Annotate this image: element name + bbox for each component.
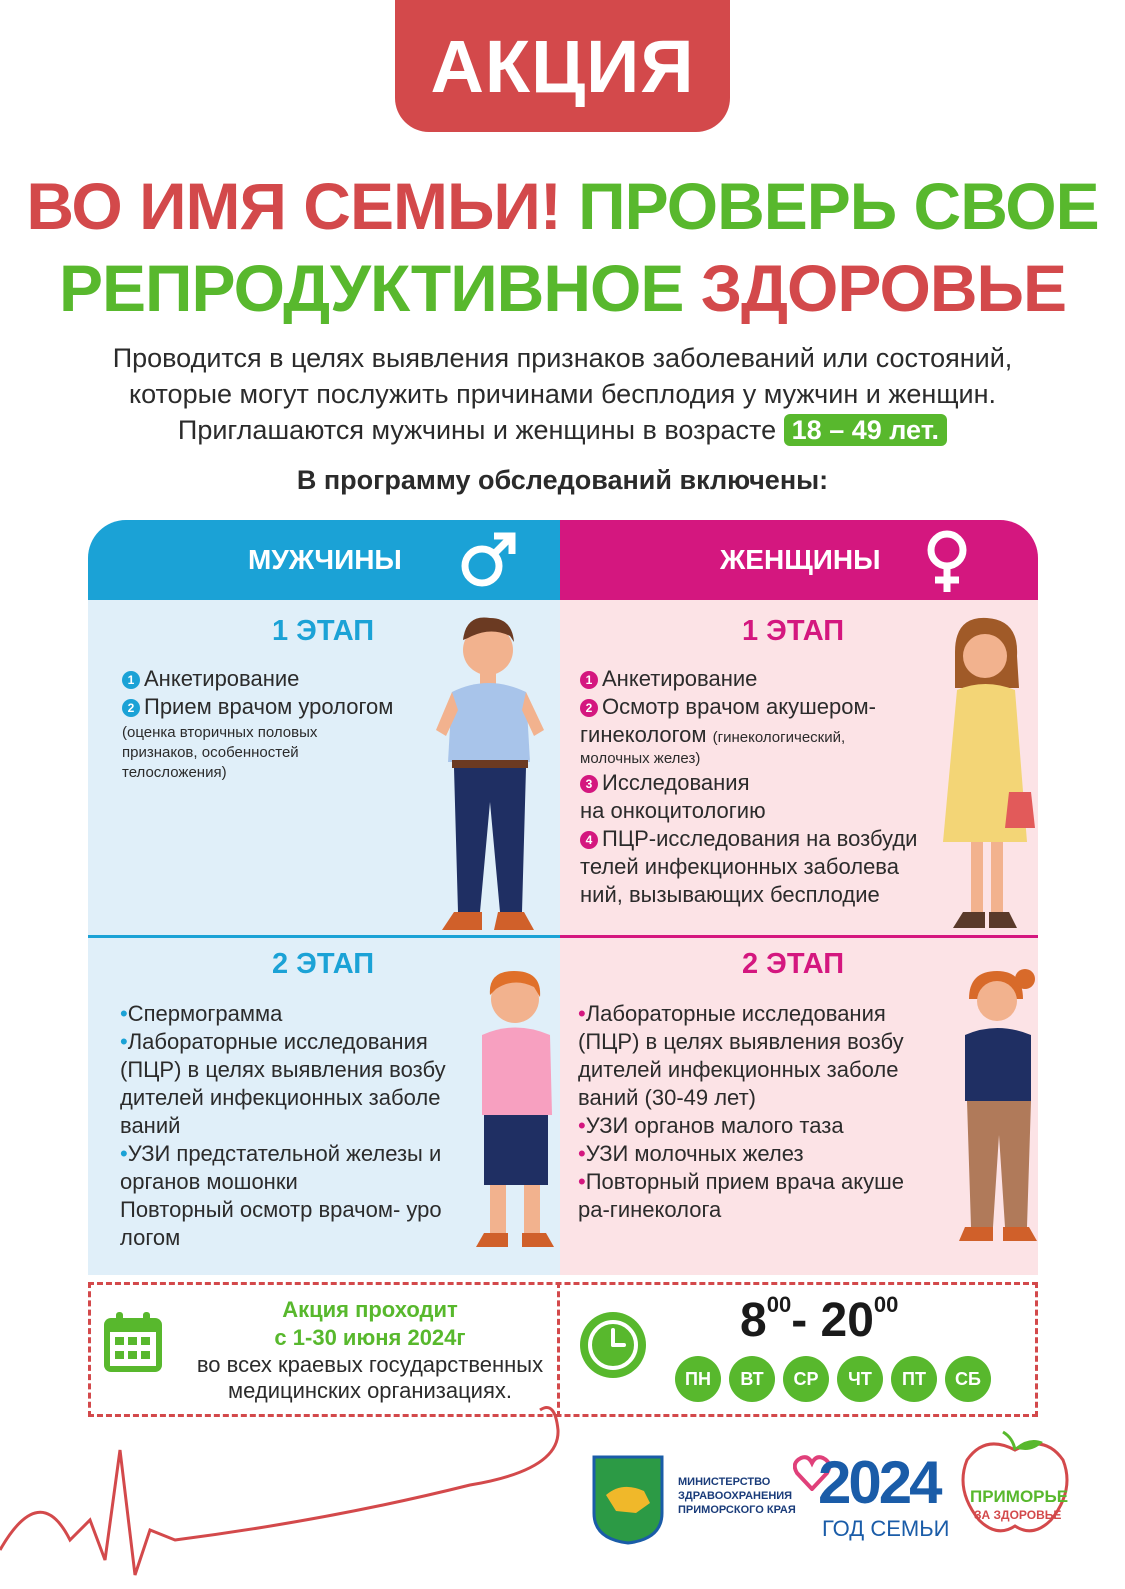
- list-item: [578, 1140, 928, 1168]
- badge-label: АКЦИЯ: [430, 24, 695, 108]
- list-item-note: молочных желез): [580, 750, 701, 767]
- headline-line-1: [0, 166, 1125, 246]
- headline-red-part-2: ЗДОРОВЬЕ: [700, 251, 1066, 325]
- year-of-family-logo: 2024: [818, 1449, 940, 1516]
- list-item-text: УЗИ органов малого таза: [585, 1113, 844, 1138]
- period-line-1: Акция проходит: [282, 1297, 458, 1322]
- intro-line-3-text: Приглашаются мужчины и женщины в возрасте: [177, 415, 777, 445]
- working-hours: [740, 1292, 898, 1348]
- number-badge: 1: [122, 671, 140, 689]
- list-item-text: ваний (30-49 лет): [578, 1085, 756, 1110]
- women-column-header: [560, 520, 1038, 600]
- ministry-line: ПРИМОРСКОГО КРАЯ: [678, 1504, 796, 1516]
- list-item: [120, 1028, 465, 1056]
- list-item: [580, 769, 935, 797]
- period-heading: [200, 1296, 540, 1352]
- list-item-text: гинекологом: [580, 722, 707, 747]
- headline-red-part: ВО ИМЯ СЕМЬИ!: [26, 169, 561, 243]
- period-line-4: медицинских организациях.: [228, 1378, 512, 1403]
- list-item-text: дителей инфекционных заболе: [578, 1057, 899, 1082]
- hours-end: 20: [820, 1294, 874, 1347]
- list-item-text: дителей инфекционных заболе: [120, 1085, 441, 1110]
- ministry-line: ЗДРАВООХРАНЕНИЯ: [678, 1490, 793, 1502]
- clock-icon: [578, 1310, 648, 1380]
- headline-line-2: [0, 248, 1125, 328]
- list-item-text: ра-гинеколога: [578, 1197, 722, 1222]
- woman-illustration: [935, 612, 1035, 937]
- day-badge-tue: ВТ: [729, 1356, 775, 1402]
- men-stage-1-list: [122, 665, 422, 783]
- bullet: •: [578, 1113, 586, 1138]
- list-item-text: (ПЦР) в целях выявления возбу: [578, 1029, 904, 1054]
- primorye-coat-of-arms-icon: [592, 1455, 664, 1545]
- bullet: •: [578, 1001, 586, 1026]
- intro-line-2: которые могут послужить причинами бесплодия у мужчин и женщин.: [128, 379, 997, 409]
- list-item-text: УЗИ молочных желез: [585, 1141, 804, 1166]
- women-header-label: ЖЕНЩИНЫ: [720, 544, 881, 575]
- list-item: [120, 1140, 465, 1168]
- men-stage-2-list: [120, 1000, 465, 1252]
- list-item-text: Спермограмма: [127, 1001, 283, 1026]
- list-item-text: органов мошонки: [120, 1169, 298, 1194]
- men-stage-1-title: 1 ЭТАП: [272, 615, 375, 647]
- primorye-logo-title: ПРИМОРЬЕ: [970, 1487, 1069, 1506]
- hours-end-minutes: 00: [873, 1292, 899, 1317]
- list-item: [122, 665, 422, 693]
- men-header-label: МУЖЧИНЫ: [248, 544, 402, 575]
- male-symbol-icon: [456, 528, 520, 592]
- list-item-text: Повторный прием врача акуше: [585, 1169, 905, 1194]
- list-item-text: Лабораторные исследования: [585, 1001, 886, 1026]
- period-line-3: во всех краевых государственных: [196, 1352, 544, 1377]
- women-stage-2-title: 2 ЭТАП: [742, 948, 845, 980]
- list-item-text: Осмотр врачом акушером-: [602, 694, 876, 719]
- weekday-badges: [675, 1356, 991, 1402]
- list-item: [578, 1112, 928, 1140]
- list-item: [580, 665, 935, 693]
- heartbeat-line-decoration: [0, 1390, 610, 1589]
- list-item-text: ПЦР-исследования на возбуди: [602, 826, 918, 851]
- list-item-text: телей инфекционных заболева: [580, 854, 899, 879]
- age-range-badge: 18 – 49 лет.: [784, 414, 947, 446]
- list-item-note: (гинекологический,: [712, 729, 846, 746]
- bullet: •: [120, 1029, 128, 1054]
- list-item: [122, 693, 422, 721]
- primorye-health-logo-icon: [955, 1430, 1075, 1540]
- list-item-continuation: [580, 721, 935, 749]
- number-badge: 4: [580, 831, 598, 849]
- number-badge: 3: [580, 775, 598, 793]
- list-item: [120, 1000, 465, 1028]
- list-item-text: УЗИ предстательной железы и: [127, 1141, 442, 1166]
- day-badge-fri: ПТ: [891, 1356, 937, 1402]
- bullet: •: [120, 1141, 128, 1166]
- day-badge-sat: СБ: [945, 1356, 991, 1402]
- list-item-text: Анкетирование: [144, 666, 300, 691]
- list-item-text: ний, вызывающих бесплодие: [580, 882, 880, 907]
- list-item: [578, 1168, 928, 1196]
- note-line: признаков, особенностей: [122, 744, 299, 761]
- intro-line-3: [0, 412, 1125, 448]
- promo-badge: [395, 0, 730, 132]
- list-item-text: на онкоцитологию: [580, 798, 766, 823]
- men-stage-2-title: 2 ЭТАП: [272, 948, 375, 980]
- bullet: •: [578, 1141, 586, 1166]
- women-stage-1-title: 1 ЭТАП: [742, 615, 845, 647]
- list-item-text: Анкетирование: [602, 666, 758, 691]
- list-item-text: (ПЦР) в целях выявления возбу: [120, 1057, 446, 1082]
- day-badge-thu: ЧТ: [837, 1356, 883, 1402]
- headline-green-part: ПРОВЕРЬ СВОЕ: [578, 169, 1099, 243]
- period-line-2: с 1-30 июня 2024г: [274, 1325, 466, 1350]
- hours-start: 8: [740, 1294, 767, 1347]
- girl-illustration: [955, 965, 1040, 1255]
- primorye-logo-subtitle: ЗА ЗДОРОВЬЕ: [974, 1508, 1062, 1522]
- intro-text: [0, 340, 1125, 448]
- list-item-text: Лабораторные исследования: [127, 1029, 428, 1054]
- bullet: •: [120, 1001, 128, 1026]
- list-item-text: ваний: [120, 1113, 181, 1138]
- man-illustration: [430, 612, 555, 942]
- hours-start-minutes: 00: [766, 1292, 792, 1317]
- list-item-text: логом: [120, 1225, 181, 1250]
- list-item: [580, 825, 935, 853]
- number-badge: 2: [122, 699, 140, 717]
- day-badge-mon: ПН: [675, 1356, 721, 1402]
- ministry-logo-text: [678, 1475, 796, 1517]
- list-item-text: Прием врачом урологом: [144, 694, 394, 719]
- number-badge: 2: [580, 699, 598, 717]
- bullet: •: [578, 1169, 586, 1194]
- list-item: [578, 1000, 928, 1028]
- note-line: телосложения): [122, 764, 227, 781]
- women-stage-1-list: [580, 665, 935, 909]
- headline-green-part-2: РЕПРОДУКТИВНОЕ: [59, 251, 684, 325]
- female-symbol-icon: [915, 528, 979, 594]
- hours-dash: -: [791, 1294, 821, 1347]
- note-line: (оценка вторичных половых: [122, 724, 318, 741]
- number-badge: 1: [580, 671, 598, 689]
- year-of-family-caption: ГОД СЕМЬИ: [822, 1516, 950, 1541]
- women-stage-2-list: [578, 1000, 928, 1224]
- men-column-header: [88, 520, 560, 600]
- list-item-text: Повторный осмотр врачом- уро: [120, 1197, 442, 1222]
- calendar-icon: [102, 1310, 164, 1374]
- list-item: [580, 693, 935, 721]
- intro-line-1: Проводится в целях выявления признаков заболеваний или состояний,: [112, 343, 1013, 373]
- ministry-line: МИНИСТЕРСТВО: [678, 1476, 771, 1488]
- boy-illustration: [470, 965, 560, 1255]
- program-subheading: В программу обследований включены:: [296, 465, 829, 495]
- list-item-text: Исследования: [602, 770, 750, 795]
- day-badge-wed: СР: [783, 1356, 829, 1402]
- list-item-note: [122, 723, 422, 783]
